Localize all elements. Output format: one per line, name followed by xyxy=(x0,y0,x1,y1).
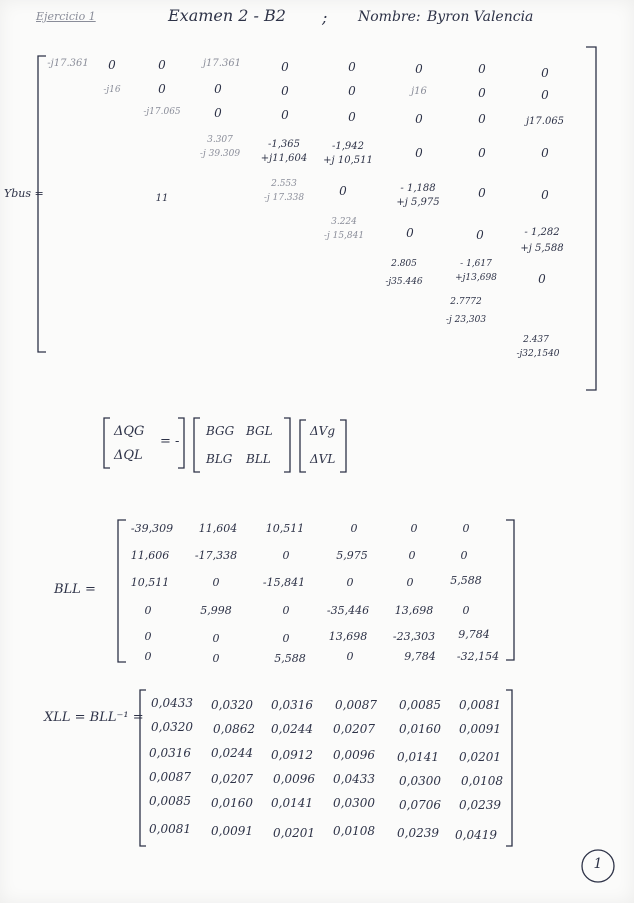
ybus-cell: 0 xyxy=(478,186,486,200)
bll-cell: 5,975 xyxy=(336,549,368,562)
bll-cell: 13,698 xyxy=(328,630,368,643)
bll-cell: 0 xyxy=(282,604,290,617)
xll-cell: 0,0300 xyxy=(399,774,441,788)
ybus-cell: 0 xyxy=(478,112,486,126)
bll-cell: 11,606 xyxy=(130,549,170,562)
name-value: Byron Valencia xyxy=(427,9,534,25)
ybus-cell: +j 10,511 xyxy=(323,155,373,166)
ybus-cell: j17.361 xyxy=(202,58,242,69)
ybus-cell: -j17.065 xyxy=(143,107,181,117)
ybus-cell: 3.224 xyxy=(331,217,357,227)
xll-cell: 0,0108 xyxy=(333,824,375,838)
bll-cell: 0 xyxy=(144,650,152,663)
xll-cell: 0,0096 xyxy=(333,748,375,762)
bll-cell: 5,588 xyxy=(274,652,306,665)
bll-cell: -35,446 xyxy=(326,604,370,617)
ybus-cell: 0 xyxy=(281,84,289,98)
ybus-cell: - 1,282 xyxy=(524,227,560,238)
ybus-cell: 0 xyxy=(406,226,414,240)
ybus-cell: 2.805 xyxy=(391,259,417,269)
eq-rhs-top: ΔVg xyxy=(310,424,336,438)
xll-cell: 0,0091 xyxy=(211,824,253,838)
bll-cell: 11,604 xyxy=(198,522,238,535)
ybus-cell: 0 xyxy=(541,88,549,102)
xll-cell: 0,0091 xyxy=(459,722,501,736)
ybus-cell: 0 xyxy=(415,146,423,160)
ybus-cell: 0 xyxy=(158,58,166,72)
ybus-cell: 0 xyxy=(108,58,116,72)
exam-title: Examen 2 - B2 xyxy=(168,6,286,25)
bll-cell: -39,309 xyxy=(130,522,174,535)
name-label: Nombre: xyxy=(358,9,421,25)
bll-cell: -32,154 xyxy=(456,650,500,663)
xll-cell: 0,0300 xyxy=(333,796,375,810)
bll-cell: 0 xyxy=(282,632,290,645)
ybus-label: Ybus = xyxy=(4,187,44,200)
ybus-cell: -j16 xyxy=(103,85,121,95)
ybus-cell: 0 xyxy=(348,110,356,124)
ybus-cell: -j 17.338 xyxy=(263,193,305,203)
bll-cell: 10,511 xyxy=(130,576,170,589)
page-number: 1 xyxy=(593,856,603,872)
xll-cell: 0,0160 xyxy=(399,722,441,736)
ybus-cell: 0 xyxy=(541,188,549,202)
ybus-cell: -j 39.309 xyxy=(199,149,241,159)
ybus-cell: 0 xyxy=(415,112,423,126)
ybus-cell: -j35.446 xyxy=(385,277,423,287)
bll-cell: 0 xyxy=(462,604,470,617)
bll-cell: -23,303 xyxy=(392,630,436,643)
xll-cell: 0,0085 xyxy=(149,794,191,808)
bll-cell: 0 xyxy=(144,604,152,617)
ybus-cell: 2.7772 xyxy=(450,297,482,307)
ybus-cell: -1,942 xyxy=(331,141,365,152)
xll-cell: 0,0316 xyxy=(149,746,191,760)
ybus-symmetric-mark: 11 xyxy=(155,193,169,204)
bll-cell: 9,784 xyxy=(458,628,490,641)
xll-cell: 0,0108 xyxy=(461,774,503,788)
ybus-cell: j17.065 xyxy=(525,116,565,127)
bll-cell: 10,511 xyxy=(265,522,305,535)
ybus-cell: +j 5,588 xyxy=(520,243,564,254)
bll-cell: 0 xyxy=(212,632,220,645)
bll-cell: 0 xyxy=(350,522,358,535)
ybus-cell: -j17.361 xyxy=(47,58,89,69)
ybus-cell: 0 xyxy=(476,228,484,242)
ybus-cell: 0 xyxy=(281,108,289,122)
xll-cell: 0,0141 xyxy=(397,750,439,764)
xll-cell: 0,0419 xyxy=(455,828,497,842)
bll-cell: 5,998 xyxy=(200,604,232,617)
xll-cell: 0,0201 xyxy=(459,750,501,764)
bll-cell: 5,588 xyxy=(450,574,482,587)
xll-cell: 0,0433 xyxy=(151,696,193,710)
bll-cell: -17,338 xyxy=(194,549,238,562)
xll-cell: 0,0244 xyxy=(271,722,313,736)
separator: ; xyxy=(322,8,328,27)
eq-lhs-top: ΔQG xyxy=(114,424,145,439)
bll-cell: 0 xyxy=(144,630,152,643)
bll-cell: 0 xyxy=(212,652,220,665)
ybus-cell: 3.307 xyxy=(207,135,233,145)
eq-rhs-bottom: ΔVL xyxy=(310,452,336,466)
xll-cell: 0,0085 xyxy=(399,698,441,712)
xll-cell: 0,0160 xyxy=(211,796,253,810)
ybus-cell: 0 xyxy=(541,146,549,160)
ybus-cell: j16 xyxy=(411,86,427,97)
bll-cell: 0 xyxy=(408,549,416,562)
ybus-cell: -1,365 xyxy=(267,139,301,150)
eq-b-lg: BLG xyxy=(206,452,233,466)
bll-cell: 0 xyxy=(212,576,220,589)
ybus-cell: -j32,1540 xyxy=(516,349,560,359)
bll-label: BLL = xyxy=(54,582,96,597)
xll-cell: 0,0706 xyxy=(399,798,441,812)
ybus-cell: - 1,188 xyxy=(400,183,436,194)
ybus-cell: 0 xyxy=(478,146,486,160)
xll-cell: 0,0862 xyxy=(213,722,255,736)
bll-cell: 13,698 xyxy=(394,604,434,617)
xll-label: XLL = BLL⁻¹ = xyxy=(44,710,144,725)
ybus-cell: +j13,698 xyxy=(455,273,497,283)
bll-cell: 9,784 xyxy=(404,650,436,663)
ybus-cell: - 1,617 xyxy=(460,259,492,269)
xll-cell: 0,0239 xyxy=(397,826,439,840)
ybus-cell: 0 xyxy=(158,82,166,96)
bll-cell: 0 xyxy=(410,522,418,535)
xll-cell: 0,0081 xyxy=(459,698,501,712)
xll-cell: 0,0087 xyxy=(149,770,191,784)
ybus-cell: 0 xyxy=(339,184,347,198)
bll-cell: 0 xyxy=(462,522,470,535)
ybus-cell: +j11,604 xyxy=(260,153,308,164)
ybus-cell: -j 23,303 xyxy=(445,315,487,325)
bll-cell: 0 xyxy=(406,576,414,589)
bll-cell: -15,841 xyxy=(262,576,306,589)
bll-cell: 0 xyxy=(282,549,290,562)
ybus-cell: 2.437 xyxy=(523,335,549,345)
xll-cell: 0,0141 xyxy=(271,796,313,810)
bll-cell: 0 xyxy=(346,650,354,663)
ybus-cell: 0 xyxy=(538,272,546,286)
eq-b-gl: BGL xyxy=(246,424,273,438)
xll-cell: 0,0096 xyxy=(273,772,315,786)
ybus-cell: +j 5,975 xyxy=(396,197,440,208)
subject-label: Ejercicio 1 xyxy=(36,10,96,23)
xll-cell: 0,0207 xyxy=(211,772,253,786)
ybus-cell: 0 xyxy=(415,62,423,76)
ybus-cell: 0 xyxy=(214,106,222,120)
bll-cell: 0 xyxy=(460,549,468,562)
ybus-cell: 2.553 xyxy=(271,179,297,189)
bll-cell: 0 xyxy=(346,576,354,589)
xll-cell: 0,0244 xyxy=(211,746,253,760)
eq-lhs-bottom: ΔQL xyxy=(114,448,143,463)
ybus-cell: 0 xyxy=(478,62,486,76)
ybus-cell: 0 xyxy=(348,84,356,98)
ybus-cell: 0 xyxy=(214,82,222,96)
xll-cell: 0,0433 xyxy=(333,772,375,786)
xll-cell: 0,0316 xyxy=(271,698,313,712)
xll-cell: 0,0207 xyxy=(333,722,375,736)
ybus-cell: 0 xyxy=(541,66,549,80)
xll-cell: 0,0320 xyxy=(151,720,193,734)
eq-b-ll: BLL xyxy=(246,452,271,466)
ybus-cell: 0 xyxy=(348,60,356,74)
xll-cell: 0,0912 xyxy=(271,748,313,762)
eq-b-gg: BGG xyxy=(206,424,235,438)
eq-sign: = - xyxy=(160,434,180,449)
xll-cell: 0,0320 xyxy=(211,698,253,712)
ybus-cell: -j 15,841 xyxy=(323,231,365,241)
xll-cell: 0,0087 xyxy=(335,698,377,712)
xll-cell: 0,0201 xyxy=(273,826,315,840)
ybus-cell: 0 xyxy=(281,60,289,74)
ybus-cell: 0 xyxy=(478,86,486,100)
xll-cell: 0,0239 xyxy=(459,798,501,812)
xll-cell: 0,0081 xyxy=(149,822,191,836)
